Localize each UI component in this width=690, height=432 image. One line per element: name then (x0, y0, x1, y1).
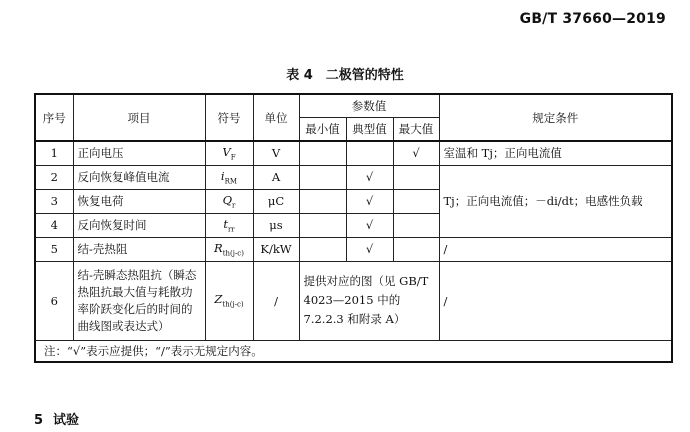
cell-seq: 4 (35, 213, 73, 237)
cell-typ: √ (346, 213, 393, 237)
standard-number: GB/T 37660—2019 (519, 11, 666, 27)
cell-unit: μs (253, 213, 299, 237)
cell-item: 结-壳瞬态热阻抗（瞬态热阻抗最大值与耗散功率阶跃变化后的时间的曲线图或表达式） (73, 261, 205, 340)
section-number: 5 (34, 413, 44, 428)
col-header-item: 项目 (73, 94, 205, 141)
cell-typ: √ (346, 189, 393, 213)
table-row (35, 141, 672, 165)
col-header-typ: 典型值 (346, 118, 393, 142)
cell-min (299, 237, 346, 261)
col-header-condition: 规定条件 (439, 94, 672, 141)
table-caption: 表 4 二极管的特性 (286, 68, 404, 83)
cell-symbol: $V_F$ (205, 141, 253, 165)
diode-characteristics-table (34, 93, 673, 363)
cell-unit: A (253, 165, 299, 189)
cell-min (299, 141, 346, 165)
cell-max (393, 213, 439, 237)
cell-min (299, 165, 346, 189)
header-row-1 (35, 94, 672, 118)
cell-typ: √ (346, 237, 393, 261)
table-note: 注：“√”表示应提供；“/”表示无规定内容。 (35, 340, 672, 362)
cell-unit: V (253, 141, 299, 165)
cell-max (393, 189, 439, 213)
cell-min (299, 189, 346, 213)
col-header-max: 最大值 (393, 118, 439, 142)
cell-seq: 2 (35, 165, 73, 189)
col-header-min: 最小值 (299, 118, 346, 142)
cell-merged-value: 提供对应的图（见 GB/T 4023—2015 中的 7.2.2.3 和附录 A） (299, 261, 439, 340)
section-heading (34, 409, 89, 428)
cell-condition: / (439, 237, 672, 261)
cell-unit: / (253, 261, 299, 340)
cell-seq: 1 (35, 141, 73, 165)
cell-symbol: $Q_r$ (205, 189, 253, 213)
cell-item: 反向恢复峰值电流 (73, 165, 205, 189)
cell-seq: 3 (35, 189, 73, 213)
cell-symbol: $t_{rr}$ (205, 213, 253, 237)
cell-max: √ (393, 141, 439, 165)
cell-symbol: $i_{RM}$ (205, 165, 253, 189)
col-header-seq: 序号 (35, 94, 73, 141)
cell-unit: μC (253, 189, 299, 213)
col-header-param-group: 参数值 (299, 94, 439, 118)
cell-condition-merged: Tj；正向电流值；－di/dt；电感性负载 (439, 165, 672, 237)
cell-typ: √ (346, 165, 393, 189)
table-row (35, 237, 672, 261)
cell-item: 结-壳热阻 (73, 237, 205, 261)
cell-symbol: $R_{th(j-c)}$ (205, 237, 253, 261)
cell-item: 反向恢复时间 (73, 213, 205, 237)
cell-condition: / (439, 261, 672, 340)
cell-typ (346, 141, 393, 165)
table-row (35, 165, 672, 189)
cell-seq: 5 (35, 237, 73, 261)
col-header-unit: 单位 (253, 94, 299, 141)
cell-max (393, 165, 439, 189)
cell-item: 恢复电荷 (73, 189, 205, 213)
table-row (35, 261, 672, 340)
cell-item: 正向电压 (73, 141, 205, 165)
cell-unit: K/kW (253, 237, 299, 261)
cell-min (299, 213, 346, 237)
cell-seq: 6 (35, 261, 73, 340)
cell-condition: 室温和 Tj；正向电流值 (439, 141, 672, 165)
cell-symbol: $Z_{th(j-c)}$ (205, 261, 253, 340)
section-title: 试验 (53, 413, 80, 428)
cell-max (393, 237, 439, 261)
col-header-symbol: 符号 (205, 94, 253, 141)
table-note-row (35, 340, 672, 362)
